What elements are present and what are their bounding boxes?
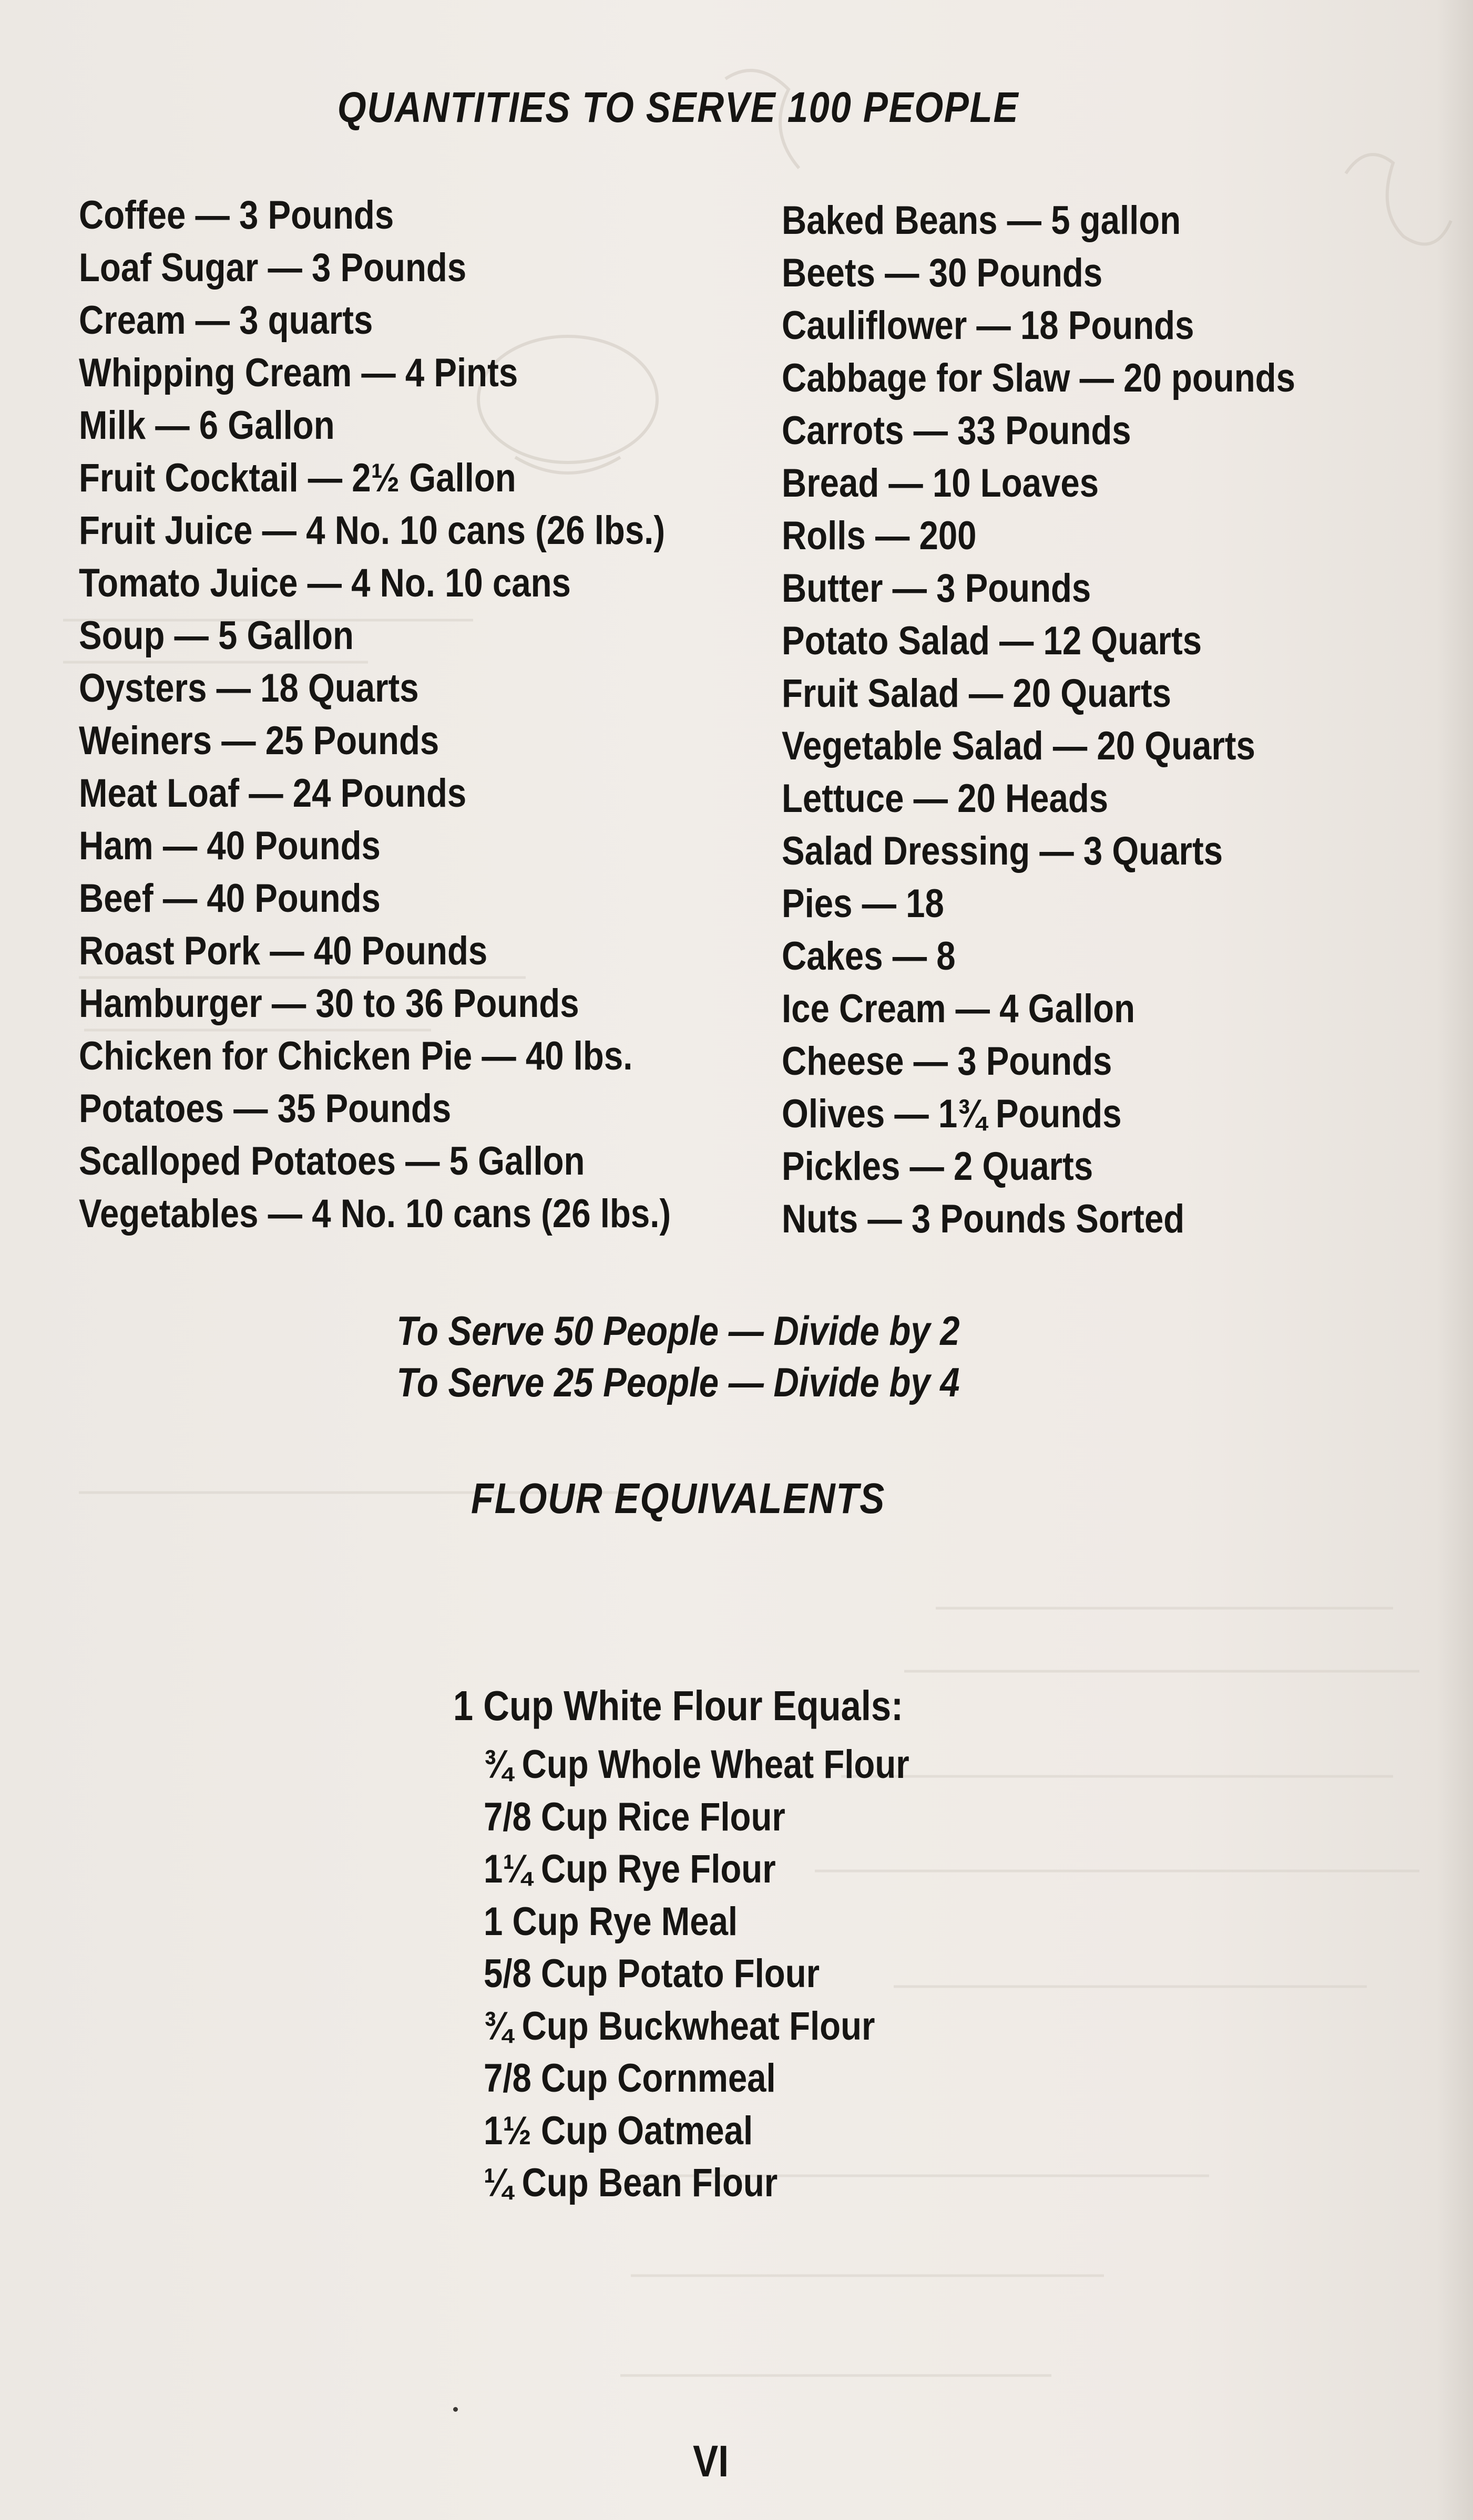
list-item: 1 Cup Rye Meal — [484, 1899, 738, 1944]
list-item: Rolls — 200 — [782, 513, 977, 558]
list-item: Beets — 30 Pounds — [782, 251, 1103, 295]
flour-intro: 1 Cup White Flour Equals: — [453, 1682, 904, 1729]
list-item: Meat Loaf — 24 Pounds — [79, 771, 467, 816]
list-item: Cheese — 3 Pounds — [782, 1039, 1112, 1084]
list-item: ¼ Cup Bean Flour — [484, 2161, 778, 2205]
list-item: Whipping Cream — 4 Pints — [79, 351, 518, 395]
list-item: Potatoes — 35 Pounds — [79, 1086, 452, 1131]
serve-50-note: To Serve 50 People — Divide by 2 — [396, 1308, 960, 1354]
list-item: Tomato Juice — 4 No. 10 cans — [79, 561, 571, 605]
list-item: Cakes — 8 — [782, 934, 956, 979]
list-item: Milk — 6 Gallon — [79, 403, 335, 448]
serve-25-note: To Serve 25 People — Divide by 4 — [396, 1359, 960, 1405]
list-item: Roast Pork — 40 Pounds — [79, 929, 488, 973]
list-item: Olives — 1¾ Pounds — [782, 1092, 1122, 1136]
list-item: 1½ Cup Oatmeal — [484, 2108, 753, 2153]
list-item: Cauliflower — 18 Pounds — [782, 303, 1194, 348]
list-item: Pies — 18 — [782, 881, 944, 926]
list-item: Fruit Juice — 4 No. 10 cans (26 lbs.) — [79, 508, 666, 553]
quantities-left-column — [79, 189, 671, 1240]
list-item: Beef — 40 Pounds — [79, 876, 381, 921]
list-item: Ice Cream — 4 Gallon — [782, 986, 1136, 1031]
list-item: Bread — 10 Loaves — [782, 461, 1099, 506]
list-item: 5/8 Cup Potato Flour — [484, 1951, 820, 1996]
quantities-right-column — [782, 194, 1295, 1246]
flour-section-title: FLOUR EQUIVALENTS — [470, 1475, 885, 1523]
list-item: Baked Beans — 5 gallon — [782, 198, 1181, 243]
list-item: Butter — 3 Pounds — [782, 566, 1091, 611]
list-item: Weiners — 25 Pounds — [79, 718, 439, 763]
list-item: Soup — 5 Gallon — [79, 613, 354, 658]
list-item: Loaf Sugar — 3 Pounds — [79, 245, 467, 290]
list-item: Chicken for Chicken Pie — 40 lbs. — [79, 1034, 633, 1078]
list-item: Salad Dressing — 3 Quarts — [782, 829, 1223, 873]
list-item: Fruit Salad — 20 Quarts — [782, 671, 1171, 716]
page-edge-shadow — [1436, 0, 1473, 2520]
page-number: VI — [693, 2436, 729, 2486]
list-item: Potato Salad — 12 Quarts — [782, 619, 1202, 663]
list-item: ¾ Cup Buckwheat Flour — [484, 2003, 875, 2049]
list-item: Vegetables — 4 No. 10 cans (26 lbs.) — [79, 1191, 671, 1236]
list-item: Scalloped Potatoes — 5 Gallon — [79, 1139, 585, 1184]
list-item: Fruit Cocktail — 2½ Gallon — [79, 456, 516, 500]
list-item: Oysters — 18 Quarts — [79, 666, 419, 711]
list-item: Coffee — 3 Pounds — [79, 193, 394, 238]
page-title: QUANTITIES TO SERVE 100 PEOPLE — [337, 84, 1019, 131]
list-item: 7/8 Cup Cornmeal — [484, 2056, 776, 2101]
list-item: Pickles — 2 Quarts — [782, 1144, 1093, 1189]
list-item: 7/8 Cup Rice Flour — [484, 1794, 785, 1839]
list-item: Cabbage for Slaw — 20 pounds — [782, 356, 1295, 400]
list-item: Nuts — 3 Pounds Sorted — [782, 1197, 1185, 1241]
list-item: Ham — 40 Pounds — [79, 824, 381, 868]
ink-speck — [453, 2407, 458, 2412]
list-item: Vegetable Salad — 20 Quarts — [782, 724, 1255, 768]
flour-equivalents-list — [484, 1739, 909, 2209]
list-item: Carrots — 33 Pounds — [782, 408, 1131, 453]
list-item: 1¼ Cup Rye Flour — [484, 1847, 776, 1891]
list-item: Hamburger — 30 to 36 Pounds — [79, 981, 579, 1026]
list-item: Lettuce — 20 Heads — [782, 776, 1109, 821]
list-item: ¾ Cup Whole Wheat Flour — [484, 1742, 909, 1787]
list-item: Cream — 3 quarts — [79, 298, 373, 343]
